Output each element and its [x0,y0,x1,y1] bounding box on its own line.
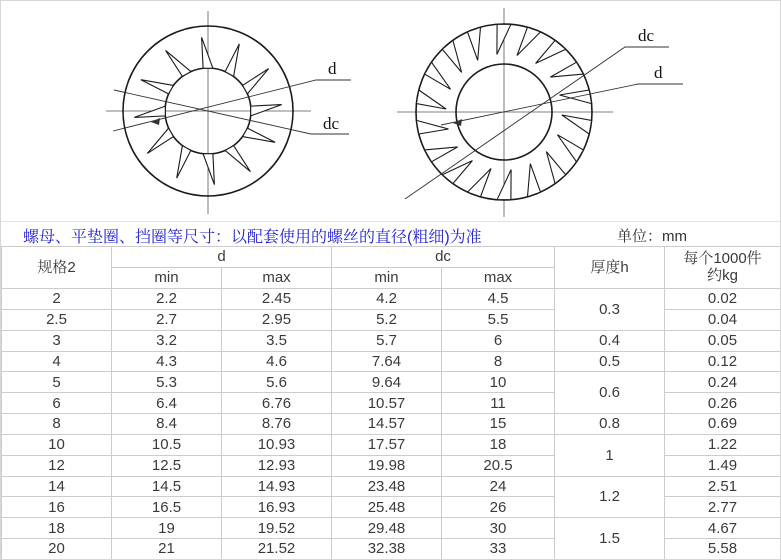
tooth [141,80,174,94]
cell-d-max: 16.93 [222,497,332,518]
cell-d-min: 10.5 [112,434,222,455]
cell-dc-max: 20.5 [442,455,555,476]
cell-dc-min: 23.48 [332,476,442,497]
cell-d-min: 2.2 [112,289,222,310]
tooth [528,164,541,197]
table-row [2,497,781,518]
header-weight [665,247,781,289]
cell-dc-min: 17.57 [332,434,442,455]
cell-d-max: 10.93 [222,434,332,455]
table-row [2,351,781,372]
cell-d-min: 16.5 [112,497,222,518]
cell-spec: 10 [2,434,112,455]
cell-thickness: 1.5 [555,518,665,560]
label-d: d [654,63,663,82]
cell-weight: 0.12 [665,351,781,372]
cell-dc-min: 5.7 [332,330,442,351]
cell-dc-max: 33 [442,539,555,560]
cell-dc-max: 26 [442,497,555,518]
cell-thickness: 1 [555,434,665,476]
cell-weight: 5.58 [665,539,781,560]
tooth [225,44,239,77]
cell-dc-max: 18 [442,434,555,455]
cell-spec: 5 [2,372,112,393]
tooth [243,69,269,94]
tooth [203,154,214,185]
header-d: d [112,247,332,268]
header-dc: dc [332,247,555,268]
arrowhead-icon [151,118,160,125]
cell-d-max: 8.76 [222,414,332,435]
cell-dc-max: 24 [442,476,555,497]
table-row [2,434,781,455]
cell-spec: 4 [2,351,112,372]
tooth [243,128,276,142]
cell-spec: 2.5 [2,309,112,330]
tooth [416,120,448,134]
header-dc-max: max [442,268,555,289]
spec-table-body [2,289,781,560]
cell-d-min: 3.2 [112,330,222,351]
cell-thickness: 0.4 [555,330,665,351]
cell-dc-min: 32.38 [332,539,442,560]
cell-thickness: 0.5 [555,351,665,372]
cell-d-max: 3.5 [222,330,332,351]
cell-d-min: 21 [112,539,222,560]
label-dc: dc [323,114,340,133]
header-dc-min: min [332,268,442,289]
cell-d-min: 8.4 [112,414,222,435]
cell-d-max: 12.93 [222,455,332,476]
cell-dc-max: 10 [442,372,555,393]
header-spec: 规格2 [2,247,112,289]
header-thickness: 厚度h [555,247,665,289]
table-row [2,539,781,560]
spec-table-header [2,247,781,289]
cell-spec: 2 [2,289,112,310]
tooth [177,146,191,179]
cell-dc-max: 5.5 [442,309,555,330]
cell-d-min: 4.3 [112,351,222,372]
cell-weight: 0.02 [665,289,781,310]
label-d: d [328,59,337,78]
tooth [166,50,191,76]
cell-dc-max: 15 [442,414,555,435]
tooth [442,40,461,72]
cell-dc-min: 5.2 [332,309,442,330]
cell-spec: 8 [2,414,112,435]
tooth [562,115,592,134]
caption-row [1,221,780,246]
spec-table [1,246,781,560]
cell-weight: 0.69 [665,414,781,435]
cell-d-min: 2.7 [112,309,222,330]
cell-weight: 4.67 [665,518,781,539]
label-dc: dc [638,26,655,45]
cell-dc-min: 29.48 [332,518,442,539]
cell-d-max: 2.45 [222,289,332,310]
cell-thickness: 0.8 [555,414,665,435]
washer-diagrams [1,1,780,221]
cell-dc-max: 4.5 [442,289,555,310]
table-row [2,309,781,330]
cell-weight: 2.51 [665,476,781,497]
unit-label: 单位：mm [617,228,687,245]
table-row [2,518,781,539]
tooth [546,152,565,184]
cell-weight: 1.22 [665,434,781,455]
cell-dc-min: 14.57 [332,414,442,435]
cell-dc-max: 6 [442,330,555,351]
cell-d-max: 14.93 [222,476,332,497]
header-d-max: max [222,268,332,289]
cell-dc-min: 25.48 [332,497,442,518]
cell-weight: 2.77 [665,497,781,518]
header-weight-line1: 每个1000件 [683,249,762,267]
cell-d-max: 5.6 [222,372,332,393]
table-row [2,289,781,310]
external-tooth-washer-drawing [397,8,683,217]
cell-d-min: 5.3 [112,372,222,393]
cell-weight: 0.04 [665,309,781,330]
cell-d-max: 2.95 [222,309,332,330]
tooth [468,169,492,197]
tooth [202,37,213,68]
cell-d-max: 4.6 [222,351,332,372]
cell-dc-min: 9.64 [332,372,442,393]
cell-dc-max: 30 [442,518,555,539]
leader-line-d [113,80,351,131]
cell-spec: 6 [2,393,112,414]
cell-thickness: 0.6 [555,372,665,414]
cell-d-min: 6.4 [112,393,222,414]
cell-spec: 16 [2,497,112,518]
table-row [2,455,781,476]
cell-weight: 0.26 [665,393,781,414]
table-row [2,414,781,435]
tooth [134,106,165,117]
cell-weight: 0.24 [665,372,781,393]
tooth [147,128,173,153]
cell-spec: 20 [2,539,112,560]
cell-dc-max: 11 [442,393,555,414]
table-title: 螺母、平垫圈、挡圈等尺寸：以配套使用的螺丝的直径(粗细)为准 [23,229,482,246]
cell-dc-max: 8 [442,351,555,372]
cell-spec: 18 [2,518,112,539]
tooth [416,90,446,109]
tooth [225,146,250,172]
cell-dc-min: 19.98 [332,455,442,476]
tooth [251,105,282,116]
cell-d-max: 19.52 [222,518,332,539]
cell-thickness: 0.3 [555,289,665,331]
cell-weight: 1.49 [665,455,781,476]
cell-spec: 12 [2,455,112,476]
internal-tooth-washer-drawing [106,11,351,214]
diagram-canvas [1,1,780,221]
table-row [2,330,781,351]
cell-thickness: 1.2 [555,476,665,518]
tooth [517,27,541,55]
cell-d-max: 6.76 [222,393,332,414]
tooth [442,161,472,184]
cell-d-min: 14.5 [112,476,222,497]
cell-weight: 0.05 [665,330,781,351]
header-d-min: min [112,268,222,289]
tooth [468,27,481,60]
cell-d-min: 19 [112,518,222,539]
tooth [536,40,566,63]
cell-dc-min: 7.64 [332,351,442,372]
table-row [2,372,781,393]
table-row [2,393,781,414]
cell-dc-min: 10.57 [332,393,442,414]
cell-d-max: 21.52 [222,539,332,560]
cell-spec: 14 [2,476,112,497]
header-weight-line2: 约kg [707,266,738,284]
table-row [2,476,781,497]
cell-dc-min: 4.2 [332,289,442,310]
cell-d-min: 12.5 [112,455,222,476]
cell-spec: 3 [2,330,112,351]
